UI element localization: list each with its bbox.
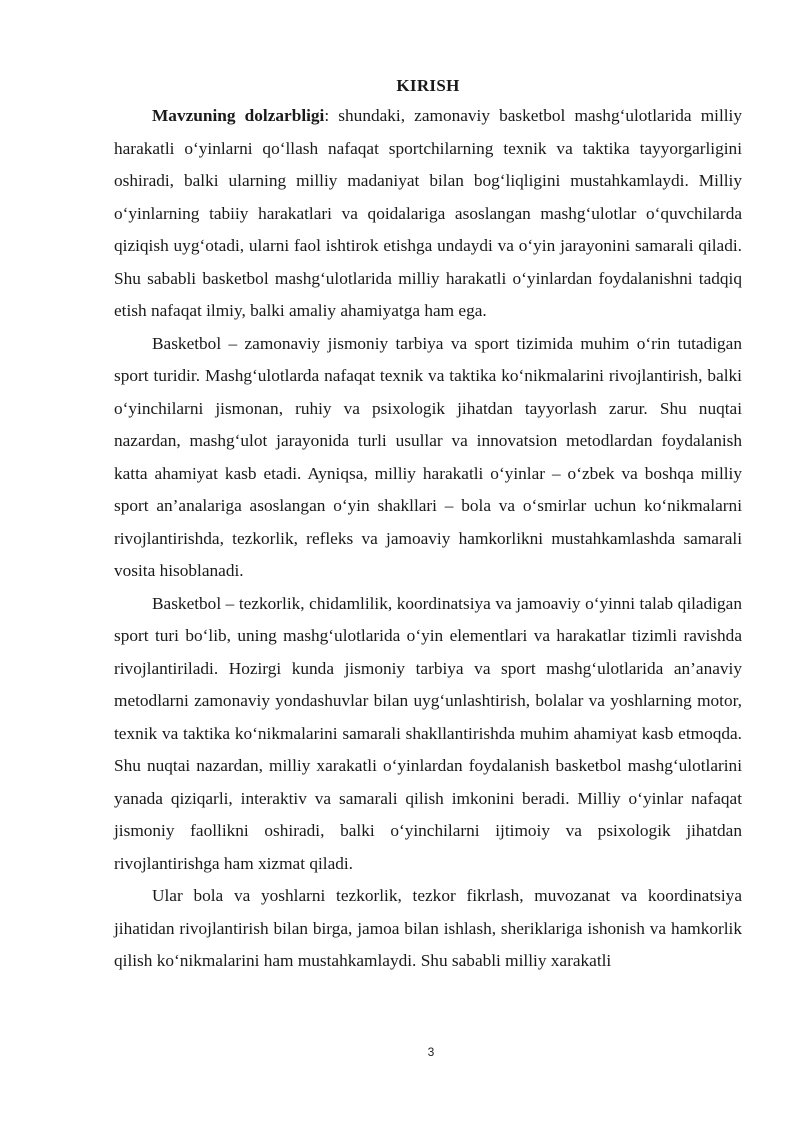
document-page	[114, 72, 742, 978]
paragraph-lead: Mavzuning dolzarbligi	[152, 106, 325, 125]
paragraph-basketball-system: Basketbol – zamonaviy jismoniy tarbiya va sport tizimida muhim o‘rin tutadigan sport turidir. Mashg‘ulotlarda nafaqat texnik va taktika ko‘nikmalarini rivojlantirish, balki o‘yinchilarni jismonan, ruhiy va psixologik jihatdan tayyorlash zarur. Shu nuqtai nazardan, mashg‘ulot jarayonida turli usullar va innovatsion metodlardan foydalanish katta ahamiyat kasb etadi. Ayniqsa, milliy harakatli o‘yinlar – o‘zbek va boshqa milliy sport an’analariga asoslangan o‘yin shakllari – bola va o‘smirlar uchun ko‘nikmalarni rivojlantirishda, tezkorlik, refleks va jamoaviy hamkorlikni mustahkamlashda samarali vosita hisoblanadi.	[114, 333, 742, 580]
page-number: 3	[427, 1045, 435, 1059]
page-title: KIRISH	[396, 76, 460, 95]
paragraph-basketball-skills: Basketbol – tezkorlik, chidamlilik, koordinatsiya va jamoaviy o‘yinni talab qiladigan sport turi bo‘lib, uning mashg‘ulotlarida o‘yin elementlari va harakatlar tizimli ravishda rivojlantiriladi. Hozirgi kunda jismoniy tarbiya va sport mashg‘ulotlarida an’anaviy metodlarni zamonaviy yondashuvlar bilan uyg‘unlashtirish, bolalar va yoshlarning motor, texnik va taktika ko‘nikmalarini samarali shakllantirishda muhim ahamiyat kasb etmoqda. Shu nuqtai nazardan, milliy xarakatli o‘yinlardan foydalanish basketbol mashg‘ulotlarini yanada qiziqarli, interaktiv va samarali qilish imkonini beradi. Milliy o‘yinlar nafaqat jismoniy faollikni oshiradi, balki o‘yinchilarni ijtimoiy va psixologik jihatdan rivojlantirishga ham xizmat qiladi.	[114, 593, 742, 873]
paragraph-development: Ular bola va yoshlarni tezkorlik, tezkor fikrlash, muvozanat va koordinatsiya jihatidan rivojlantirish bilan birga, jamoa bilan ishlash, sheriklariga ishonish va hamkorlik qilish ko‘nikmalarini ham mustahkamlaydi. Shu sababli milliy xarakatli	[114, 886, 742, 970]
paragraph-relevance	[114, 100, 742, 328]
paragraph-text: : shundaki, zamonaviy basketbol mashg‘ulotlarida milliy harakatli o‘yinlarni qo‘llash nafaqat sportchilarning texnik va taktika tayyorgarligini oshiradi, balki ularning milliy madaniyat bilan bog‘liqligini mustahkamlaydi. Milliy o‘yinlarning tabiiy harakatlari va qoidalariga asoslangan mashg‘ulotlar o‘quvchilarda qiziqish uyg‘otadi, ularni faol ishtirok etishga undaydi va o‘yin jarayonini samarali qiladi. Shu sababli basketbol mashg‘ulotlarida milliy harakatli o‘yinlardan foydalanishni tadqiq etish nafaqat ilmiy, balki amaliy ahamiyatga ham ega.	[114, 106, 742, 320]
